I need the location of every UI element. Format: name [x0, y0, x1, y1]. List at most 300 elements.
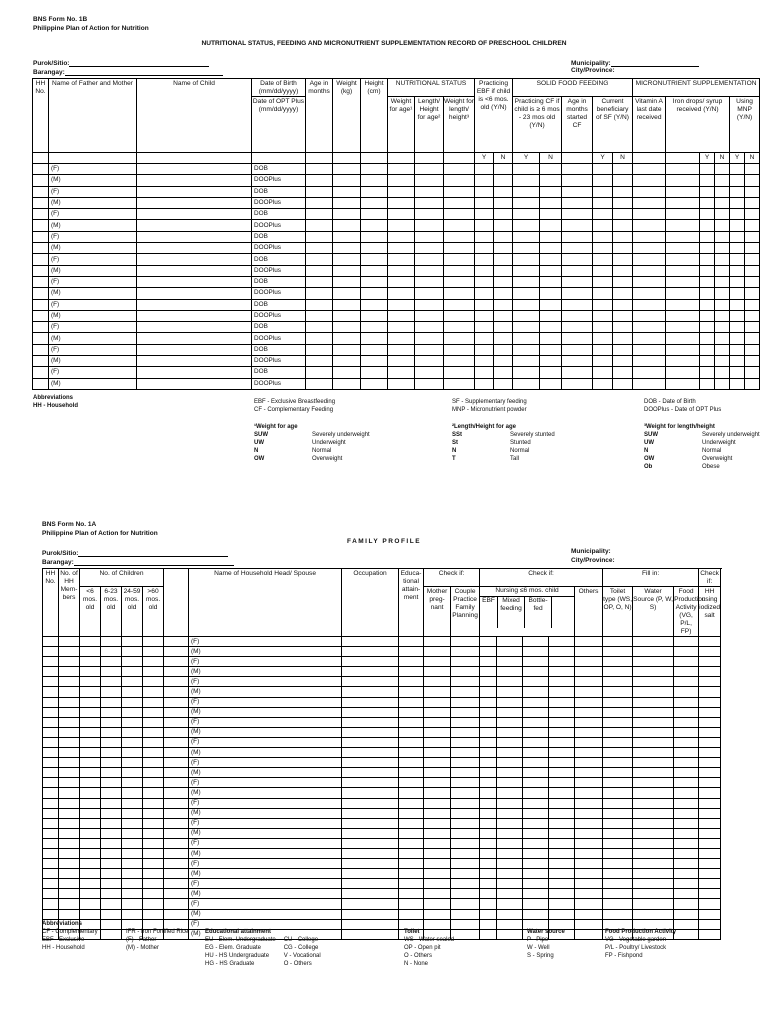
- entry-cell[interactable]: [699, 717, 721, 727]
- entry-cell[interactable]: [415, 243, 444, 254]
- entry-cell[interactable]: [424, 909, 451, 919]
- entry-cell[interactable]: [700, 186, 715, 197]
- entry-cell[interactable]: [451, 838, 480, 848]
- entry-cell[interactable]: [593, 276, 613, 287]
- entry-cell[interactable]: [59, 637, 80, 647]
- entry-cell[interactable]: [613, 254, 633, 265]
- entry-cell[interactable]: [513, 299, 540, 310]
- entry-cell[interactable]: [730, 378, 745, 389]
- entry-cell[interactable]: [101, 758, 122, 768]
- entry-cell[interactable]: [306, 288, 333, 299]
- entry-cell[interactable]: [513, 310, 540, 321]
- entry-cell[interactable]: [494, 231, 513, 242]
- entry-cell[interactable]: [333, 254, 361, 265]
- entry-cell[interactable]: [143, 848, 164, 858]
- entry-cell[interactable]: [494, 276, 513, 287]
- entry-cell[interactable]: [361, 254, 388, 265]
- entry-cell[interactable]: [497, 879, 523, 889]
- entry-cell[interactable]: [424, 798, 451, 808]
- entry-cell[interactable]: [342, 859, 399, 869]
- entry-cell[interactable]: [475, 310, 494, 321]
- entry-cell[interactable]: [388, 265, 415, 276]
- entry-cell[interactable]: [122, 828, 143, 838]
- entry-cell[interactable]: [674, 727, 699, 737]
- parent-tag-cell[interactable]: (F): [49, 299, 137, 310]
- entry-cell[interactable]: [342, 788, 399, 798]
- entry-cell[interactable]: [494, 310, 513, 321]
- entry-cell[interactable]: [549, 778, 575, 788]
- entry-cell[interactable]: [80, 768, 101, 778]
- entry-cell[interactable]: [424, 778, 451, 788]
- entry-cell[interactable]: [540, 310, 562, 321]
- entry-cell[interactable]: [730, 288, 745, 299]
- entry-cell[interactable]: [33, 243, 49, 254]
- entry-cell[interactable]: [33, 288, 49, 299]
- entry-cell[interactable]: [523, 899, 549, 909]
- parent-tag-cell[interactable]: (M): [49, 356, 137, 367]
- entry-cell[interactable]: [613, 378, 633, 389]
- entry-cell[interactable]: [143, 677, 164, 687]
- entry-cell[interactable]: [497, 808, 523, 818]
- entry-cell[interactable]: [342, 909, 399, 919]
- entry-cell[interactable]: [480, 848, 497, 858]
- parent-tag-cell[interactable]: (F): [189, 879, 342, 889]
- entry-cell[interactable]: [424, 687, 451, 697]
- entry-cell[interactable]: [674, 818, 699, 828]
- entry-cell[interactable]: [164, 717, 189, 727]
- entry-cell[interactable]: [513, 344, 540, 355]
- entry-cell[interactable]: [43, 737, 59, 747]
- entry-cell[interactable]: [444, 220, 475, 231]
- entry-cell[interactable]: [603, 707, 633, 717]
- parent-tag-cell[interactable]: (M): [189, 869, 342, 879]
- entry-cell[interactable]: [745, 378, 760, 389]
- entry-cell[interactable]: [730, 243, 745, 254]
- parent-tag-cell[interactable]: (F): [189, 919, 342, 929]
- entry-cell[interactable]: [415, 276, 444, 287]
- entry-cell[interactable]: [59, 697, 80, 707]
- entry-cell[interactable]: [575, 727, 603, 737]
- entry-cell[interactable]: [730, 175, 745, 186]
- entry-cell[interactable]: [523, 798, 549, 808]
- date-tag-cell[interactable]: DOB: [252, 231, 306, 242]
- entry-cell[interactable]: [361, 231, 388, 242]
- entry-cell[interactable]: [122, 798, 143, 808]
- entry-cell[interactable]: [480, 788, 497, 798]
- entry-cell[interactable]: [549, 667, 575, 677]
- parent-tag-cell[interactable]: (M): [189, 828, 342, 838]
- entry-cell[interactable]: [674, 859, 699, 869]
- entry-cell[interactable]: [122, 748, 143, 758]
- entry-cell[interactable]: [80, 818, 101, 828]
- entry-cell[interactable]: [633, 798, 674, 808]
- entry-cell[interactable]: [603, 778, 633, 788]
- entry-cell[interactable]: [143, 727, 164, 737]
- entry-cell[interactable]: [540, 276, 562, 287]
- entry-cell[interactable]: [715, 276, 730, 287]
- entry-cell[interactable]: [700, 243, 715, 254]
- entry-cell[interactable]: [575, 647, 603, 657]
- entry-cell[interactable]: [451, 707, 480, 717]
- entry-cell[interactable]: [399, 909, 424, 919]
- entry-cell[interactable]: [603, 899, 633, 909]
- entry-cell[interactable]: [333, 276, 361, 287]
- entry-cell[interactable]: [575, 848, 603, 858]
- entry-cell[interactable]: [699, 788, 721, 798]
- entry-cell[interactable]: [562, 310, 593, 321]
- date-tag-cell[interactable]: DOOPlus: [252, 265, 306, 276]
- entry-cell[interactable]: [513, 231, 540, 242]
- date-tag-cell[interactable]: DOOPlus: [252, 220, 306, 231]
- entry-cell[interactable]: [33, 344, 49, 355]
- date-tag-cell[interactable]: DOB: [252, 322, 306, 333]
- entry-cell[interactable]: [494, 333, 513, 344]
- entry-cell[interactable]: [633, 657, 674, 667]
- entry-cell[interactable]: [399, 727, 424, 737]
- entry-cell[interactable]: [494, 322, 513, 333]
- entry-cell[interactable]: [666, 197, 700, 208]
- entry-cell[interactable]: [562, 231, 593, 242]
- entry-cell[interactable]: [101, 889, 122, 899]
- entry-cell[interactable]: [562, 164, 593, 175]
- entry-cell[interactable]: [399, 768, 424, 778]
- entry-cell[interactable]: [549, 707, 575, 717]
- entry-cell[interactable]: [613, 276, 633, 287]
- entry-cell[interactable]: [361, 197, 388, 208]
- entry-cell[interactable]: [700, 276, 715, 287]
- entry-cell[interactable]: [80, 647, 101, 657]
- entry-cell[interactable]: [593, 186, 613, 197]
- form-1b-purok-field[interactable]: [33, 58, 209, 67]
- parent-tag-cell[interactable]: (F): [49, 254, 137, 265]
- entry-cell[interactable]: [164, 647, 189, 657]
- entry-cell[interactable]: [700, 197, 715, 208]
- entry-cell[interactable]: [523, 737, 549, 747]
- entry-cell[interactable]: [562, 356, 593, 367]
- entry-cell[interactable]: [549, 909, 575, 919]
- entry-cell[interactable]: [497, 889, 523, 899]
- entry-cell[interactable]: [101, 869, 122, 879]
- entry-cell[interactable]: [674, 687, 699, 697]
- entry-cell[interactable]: [43, 818, 59, 828]
- entry-cell[interactable]: [43, 889, 59, 899]
- entry-cell[interactable]: [475, 186, 494, 197]
- entry-cell[interactable]: [415, 333, 444, 344]
- entry-cell[interactable]: [613, 243, 633, 254]
- entry-cell[interactable]: [699, 677, 721, 687]
- entry-cell[interactable]: [523, 687, 549, 697]
- entry-cell[interactable]: [575, 657, 603, 667]
- entry-cell[interactable]: [633, 909, 674, 919]
- entry-cell[interactable]: [164, 677, 189, 687]
- entry-cell[interactable]: [480, 768, 497, 778]
- entry-cell[interactable]: [451, 637, 480, 647]
- entry-cell[interactable]: [715, 254, 730, 265]
- entry-cell[interactable]: [59, 798, 80, 808]
- entry-cell[interactable]: [540, 186, 562, 197]
- entry-cell[interactable]: [444, 378, 475, 389]
- entry-cell[interactable]: [633, 647, 674, 657]
- entry-cell[interactable]: [43, 768, 59, 778]
- entry-cell[interactable]: [494, 299, 513, 310]
- entry-cell[interactable]: [699, 707, 721, 717]
- entry-cell[interactable]: [480, 737, 497, 747]
- entry-cell[interactable]: [494, 356, 513, 367]
- parent-tag-cell[interactable]: (F): [189, 637, 342, 647]
- entry-cell[interactable]: [562, 276, 593, 287]
- entry-cell[interactable]: [562, 344, 593, 355]
- entry-cell[interactable]: [494, 254, 513, 265]
- entry-cell[interactable]: [333, 288, 361, 299]
- entry-cell[interactable]: [475, 322, 494, 333]
- entry-cell[interactable]: [33, 254, 49, 265]
- parent-tag-cell[interactable]: (F): [189, 758, 342, 768]
- entry-cell[interactable]: [562, 243, 593, 254]
- entry-cell[interactable]: [513, 378, 540, 389]
- entry-cell[interactable]: [143, 879, 164, 889]
- purok-input-line[interactable]: [78, 548, 228, 557]
- entry-cell[interactable]: [388, 378, 415, 389]
- entry-cell[interactable]: [101, 929, 122, 939]
- entry-cell[interactable]: [549, 818, 575, 828]
- entry-cell[interactable]: [699, 637, 721, 647]
- parent-tag-cell[interactable]: (F): [189, 778, 342, 788]
- entry-cell[interactable]: [33, 276, 49, 287]
- entry-cell[interactable]: [59, 818, 80, 828]
- entry-cell[interactable]: [730, 322, 745, 333]
- entry-cell[interactable]: [575, 758, 603, 768]
- entry-cell[interactable]: [613, 175, 633, 186]
- entry-cell[interactable]: [415, 209, 444, 220]
- entry-cell[interactable]: [523, 637, 549, 647]
- parent-tag-cell[interactable]: (M): [49, 175, 137, 186]
- entry-cell[interactable]: [549, 899, 575, 909]
- entry-cell[interactable]: [122, 637, 143, 647]
- entry-cell[interactable]: [699, 859, 721, 869]
- entry-cell[interactable]: [497, 899, 523, 909]
- entry-cell[interactable]: [562, 197, 593, 208]
- entry-cell[interactable]: [122, 768, 143, 778]
- entry-cell[interactable]: [603, 859, 633, 869]
- entry-cell[interactable]: [137, 276, 252, 287]
- entry-cell[interactable]: [523, 848, 549, 858]
- entry-cell[interactable]: [444, 175, 475, 186]
- entry-cell[interactable]: [59, 859, 80, 869]
- entry-cell[interactable]: [80, 889, 101, 899]
- entry-cell[interactable]: [33, 220, 49, 231]
- entry-cell[interactable]: [699, 879, 721, 889]
- entry-cell[interactable]: [674, 667, 699, 677]
- entry-cell[interactable]: [497, 909, 523, 919]
- entry-cell[interactable]: [424, 818, 451, 828]
- parent-tag-cell[interactable]: (F): [189, 798, 342, 808]
- entry-cell[interactable]: [306, 186, 333, 197]
- entry-cell[interactable]: [137, 175, 252, 186]
- entry-cell[interactable]: [715, 209, 730, 220]
- entry-cell[interactable]: [745, 243, 760, 254]
- entry-cell[interactable]: [715, 310, 730, 321]
- entry-cell[interactable]: [666, 299, 700, 310]
- entry-cell[interactable]: [674, 778, 699, 788]
- entry-cell[interactable]: [80, 869, 101, 879]
- entry-cell[interactable]: [497, 758, 523, 768]
- entry-cell[interactable]: [549, 758, 575, 768]
- entry-cell[interactable]: [633, 737, 674, 747]
- entry-cell[interactable]: [80, 879, 101, 889]
- entry-cell[interactable]: [101, 687, 122, 697]
- parent-tag-cell[interactable]: (M): [189, 808, 342, 818]
- entry-cell[interactable]: [399, 798, 424, 808]
- entry-cell[interactable]: [342, 647, 399, 657]
- entry-cell[interactable]: [424, 697, 451, 707]
- entry-cell[interactable]: [633, 356, 666, 367]
- entry-cell[interactable]: [549, 697, 575, 707]
- entry-cell[interactable]: [699, 848, 721, 858]
- parent-tag-cell[interactable]: (F): [49, 231, 137, 242]
- entry-cell[interactable]: [633, 209, 666, 220]
- entry-cell[interactable]: [122, 869, 143, 879]
- entry-cell[interactable]: [399, 848, 424, 858]
- entry-cell[interactable]: [666, 356, 700, 367]
- entry-cell[interactable]: [451, 768, 480, 778]
- date-tag-cell[interactable]: DOB: [252, 299, 306, 310]
- entry-cell[interactable]: [451, 677, 480, 687]
- entry-cell[interactable]: [399, 778, 424, 788]
- entry-cell[interactable]: [342, 657, 399, 667]
- entry-cell[interactable]: [164, 828, 189, 838]
- entry-cell[interactable]: [306, 276, 333, 287]
- entry-cell[interactable]: [424, 859, 451, 869]
- entry-cell[interactable]: [633, 243, 666, 254]
- entry-cell[interactable]: [361, 333, 388, 344]
- entry-cell[interactable]: [451, 778, 480, 788]
- entry-cell[interactable]: [361, 310, 388, 321]
- entry-cell[interactable]: [137, 299, 252, 310]
- entry-cell[interactable]: [540, 243, 562, 254]
- entry-cell[interactable]: [513, 197, 540, 208]
- entry-cell[interactable]: [444, 186, 475, 197]
- parent-tag-cell[interactable]: (M): [189, 929, 342, 939]
- parent-tag-cell[interactable]: (M): [189, 727, 342, 737]
- entry-cell[interactable]: [700, 175, 715, 186]
- entry-cell[interactable]: [745, 220, 760, 231]
- entry-cell[interactable]: [633, 344, 666, 355]
- entry-cell[interactable]: [399, 737, 424, 747]
- entry-cell[interactable]: [59, 838, 80, 848]
- entry-cell[interactable]: [101, 707, 122, 717]
- date-tag-cell[interactable]: DOOPlus: [252, 378, 306, 389]
- entry-cell[interactable]: [43, 647, 59, 657]
- parent-tag-cell[interactable]: (F): [49, 209, 137, 220]
- entry-cell[interactable]: [399, 818, 424, 828]
- entry-cell[interactable]: [388, 356, 415, 367]
- entry-cell[interactable]: [137, 322, 252, 333]
- parent-tag-cell[interactable]: (M): [49, 288, 137, 299]
- entry-cell[interactable]: [388, 322, 415, 333]
- parent-tag-cell[interactable]: (F): [49, 367, 137, 378]
- parent-tag-cell[interactable]: (M): [189, 687, 342, 697]
- entry-cell[interactable]: [342, 727, 399, 737]
- parent-tag-cell[interactable]: (M): [189, 768, 342, 778]
- entry-cell[interactable]: [674, 889, 699, 899]
- date-tag-cell[interactable]: DOB: [252, 276, 306, 287]
- entry-cell[interactable]: [451, 758, 480, 768]
- entry-cell[interactable]: [715, 265, 730, 276]
- entry-cell[interactable]: [122, 717, 143, 727]
- entry-cell[interactable]: [122, 848, 143, 858]
- municipality-input-line[interactable]: [611, 58, 699, 67]
- entry-cell[interactable]: [633, 707, 674, 717]
- entry-cell[interactable]: [549, 788, 575, 798]
- barangay-input-line[interactable]: [65, 67, 223, 76]
- entry-cell[interactable]: [575, 697, 603, 707]
- parent-tag-cell[interactable]: (M): [189, 889, 342, 899]
- entry-cell[interactable]: [80, 687, 101, 697]
- entry-cell[interactable]: [700, 356, 715, 367]
- entry-cell[interactable]: [388, 164, 415, 175]
- entry-cell[interactable]: [699, 929, 721, 939]
- entry-cell[interactable]: [480, 899, 497, 909]
- entry-cell[interactable]: [444, 322, 475, 333]
- entry-cell[interactable]: [699, 869, 721, 879]
- entry-cell[interactable]: [361, 209, 388, 220]
- entry-cell[interactable]: [143, 808, 164, 818]
- entry-cell[interactable]: [674, 637, 699, 647]
- entry-cell[interactable]: [444, 209, 475, 220]
- entry-cell[interactable]: [700, 310, 715, 321]
- entry-cell[interactable]: [745, 209, 760, 220]
- parent-tag-cell[interactable]: (F): [189, 717, 342, 727]
- entry-cell[interactable]: [540, 378, 562, 389]
- entry-cell[interactable]: [451, 869, 480, 879]
- entry-cell[interactable]: [101, 748, 122, 758]
- entry-cell[interactable]: [306, 322, 333, 333]
- entry-cell[interactable]: [674, 828, 699, 838]
- entry-cell[interactable]: [388, 243, 415, 254]
- entry-cell[interactable]: [603, 647, 633, 657]
- entry-cell[interactable]: [361, 175, 388, 186]
- entry-cell[interactable]: [451, 919, 480, 929]
- entry-cell[interactable]: [143, 697, 164, 707]
- entry-cell[interactable]: [137, 164, 252, 175]
- entry-cell[interactable]: [666, 322, 700, 333]
- entry-cell[interactable]: [399, 637, 424, 647]
- entry-cell[interactable]: [333, 231, 361, 242]
- entry-cell[interactable]: [715, 164, 730, 175]
- entry-cell[interactable]: [399, 899, 424, 909]
- entry-cell[interactable]: [59, 828, 80, 838]
- entry-cell[interactable]: [43, 798, 59, 808]
- entry-cell[interactable]: [497, 647, 523, 657]
- entry-cell[interactable]: [480, 869, 497, 879]
- entry-cell[interactable]: [388, 209, 415, 220]
- parent-tag-cell[interactable]: (F): [189, 657, 342, 667]
- entry-cell[interactable]: [388, 231, 415, 242]
- entry-cell[interactable]: [699, 667, 721, 677]
- entry-cell[interactable]: [415, 254, 444, 265]
- entry-cell[interactable]: [451, 798, 480, 808]
- entry-cell[interactable]: [361, 356, 388, 367]
- entry-cell[interactable]: [137, 186, 252, 197]
- entry-cell[interactable]: [523, 647, 549, 657]
- entry-cell[interactable]: [513, 164, 540, 175]
- entry-cell[interactable]: [59, 899, 80, 909]
- entry-cell[interactable]: [101, 657, 122, 667]
- entry-cell[interactable]: [513, 254, 540, 265]
- entry-cell[interactable]: [122, 879, 143, 889]
- entry-cell[interactable]: [137, 197, 252, 208]
- entry-cell[interactable]: [730, 186, 745, 197]
